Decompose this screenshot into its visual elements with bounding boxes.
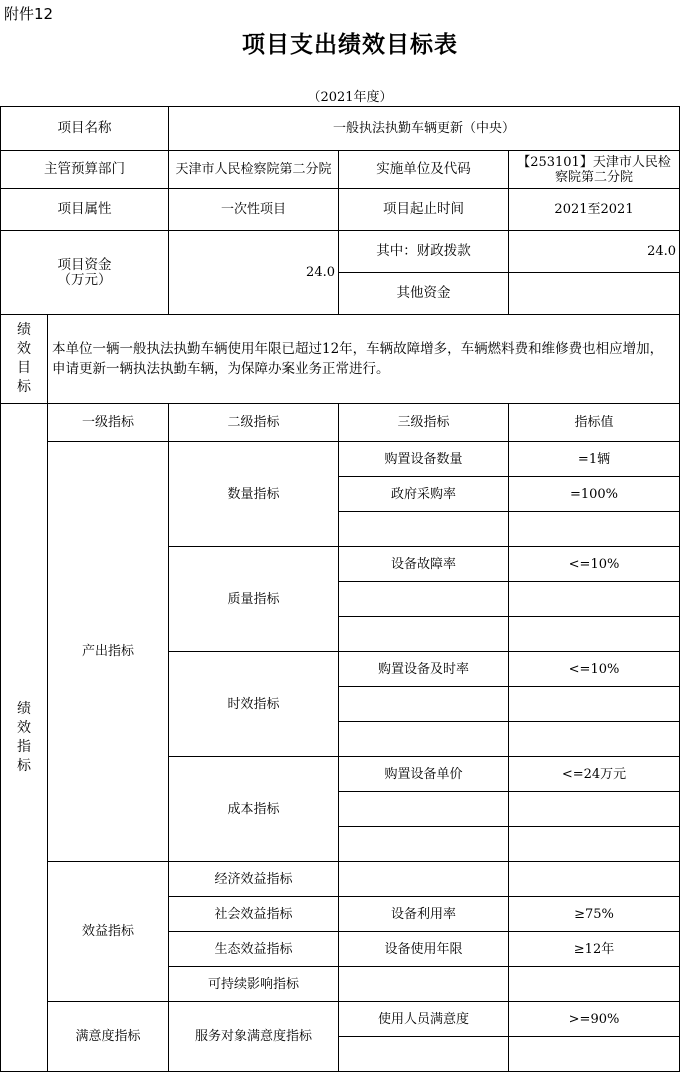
indicator-name bbox=[339, 722, 509, 757]
funds-label-text: 项目资金 bbox=[57, 256, 112, 273]
indicator-value bbox=[509, 827, 680, 862]
funds-total: 24.0 bbox=[169, 231, 339, 315]
indicator-label: 绩 效 指 标 bbox=[1, 404, 48, 1072]
goal-text: 本单位一辆一般执法执勤车辆使用年限已超过12年，车辆故障增多，车辆燃料费和维修费也相应增加，申请更新一辆执法执勤车辆，为保障办案业务正常进行。 bbox=[48, 315, 680, 404]
other-funds-label: 其他资金 bbox=[339, 273, 509, 315]
indicator-name: 设备利用率 bbox=[339, 897, 509, 932]
indicator-name: 设备使用年限 bbox=[339, 932, 509, 967]
impl-label: 实施单位及代码 bbox=[339, 151, 509, 189]
indicator-value bbox=[509, 617, 680, 652]
indicator-name: 政府采购率 bbox=[339, 477, 509, 512]
indicator-value: ≥75% bbox=[509, 897, 680, 932]
satisfaction-level2: 服务对象满意度指标 bbox=[169, 1002, 339, 1072]
indicator-value bbox=[509, 862, 680, 897]
header-level3: 三级指标 bbox=[339, 404, 509, 442]
dept-label: 主管预算部门 bbox=[1, 151, 169, 189]
timeliness-indicator-label: 时效指标 bbox=[169, 652, 339, 757]
indicator-value: <=24万元 bbox=[509, 757, 680, 792]
indicator-value bbox=[509, 687, 680, 722]
indicator-value bbox=[509, 967, 680, 1002]
indicator-name bbox=[339, 862, 509, 897]
attr-value: 一次性项目 bbox=[169, 189, 339, 231]
indicator-name bbox=[339, 687, 509, 722]
indicator-name bbox=[339, 582, 509, 617]
project-name-label: 项目名称 bbox=[1, 107, 169, 151]
indicator-name: 购置设备及时率 bbox=[339, 652, 509, 687]
dept-value: 天津市人民检察院第二分院 bbox=[169, 151, 339, 189]
indicator-value: <=10% bbox=[509, 652, 680, 687]
period-label: 项目起止时间 bbox=[339, 189, 509, 231]
attr-label: 项目属性 bbox=[1, 189, 169, 231]
indicator-value: =100% bbox=[509, 477, 680, 512]
benefit-indicator-label: 效益指标 bbox=[48, 862, 169, 1002]
output-indicator-label: 产出指标 bbox=[48, 442, 169, 862]
indicator-name: 购置设备单价 bbox=[339, 757, 509, 792]
quality-indicator-label: 质量指标 bbox=[169, 547, 339, 652]
period-value: 2021至2021 bbox=[509, 189, 680, 231]
benefit-level2: 经济效益指标 bbox=[169, 862, 339, 897]
indicator-value: >=90% bbox=[509, 1002, 680, 1037]
indicator-name bbox=[339, 827, 509, 862]
indicator-value bbox=[509, 792, 680, 827]
indicator-name bbox=[339, 512, 509, 547]
indicator-name: 购置设备数量 bbox=[339, 442, 509, 477]
performance-table bbox=[0, 106, 680, 1072]
quantity-indicator-label: 数量指标 bbox=[169, 442, 339, 547]
project-name: 一般执法执勤车辆更新（中央） bbox=[169, 107, 680, 151]
indicator-name bbox=[339, 1037, 509, 1072]
indicator-value bbox=[509, 582, 680, 617]
impl-value: 【253101】天津市人民检察院第二分院 bbox=[509, 151, 680, 189]
attachment-label: 附件12 bbox=[4, 5, 54, 23]
funds-unit: （万元） bbox=[57, 271, 112, 288]
benefit-level2: 生态效益指标 bbox=[169, 932, 339, 967]
fiscal-value: 24.0 bbox=[509, 231, 680, 273]
benefit-level2: 可持续影响指标 bbox=[169, 967, 339, 1002]
goal-label: 绩 效 目 标 bbox=[1, 315, 48, 404]
indicator-name: 设备故障率 bbox=[339, 547, 509, 582]
page-title: 项目支出绩效目标表 bbox=[242, 32, 458, 58]
indicator-name bbox=[339, 967, 509, 1002]
indicator-value bbox=[509, 1037, 680, 1072]
funds-label bbox=[1, 231, 169, 315]
indicator-value: =1辆 bbox=[509, 442, 680, 477]
fiscal-label: 其中：财政拨款 bbox=[339, 231, 509, 273]
header-value: 指标值 bbox=[509, 404, 680, 442]
indicator-value: <=10% bbox=[509, 547, 680, 582]
other-funds-value bbox=[509, 273, 680, 315]
header-level1: 一级指标 bbox=[48, 404, 169, 442]
satisfaction-indicator-label: 满意度指标 bbox=[48, 1002, 169, 1072]
header-level2: 二级指标 bbox=[169, 404, 339, 442]
indicator-value: ≥12年 bbox=[509, 932, 680, 967]
cost-indicator-label: 成本指标 bbox=[169, 757, 339, 862]
indicator-name bbox=[339, 617, 509, 652]
indicator-value bbox=[509, 512, 680, 547]
indicator-name: 使用人员满意度 bbox=[339, 1002, 509, 1037]
indicator-name bbox=[339, 792, 509, 827]
indicator-value bbox=[509, 722, 680, 757]
year-label: （2021年度） bbox=[307, 90, 393, 105]
benefit-level2: 社会效益指标 bbox=[169, 897, 339, 932]
